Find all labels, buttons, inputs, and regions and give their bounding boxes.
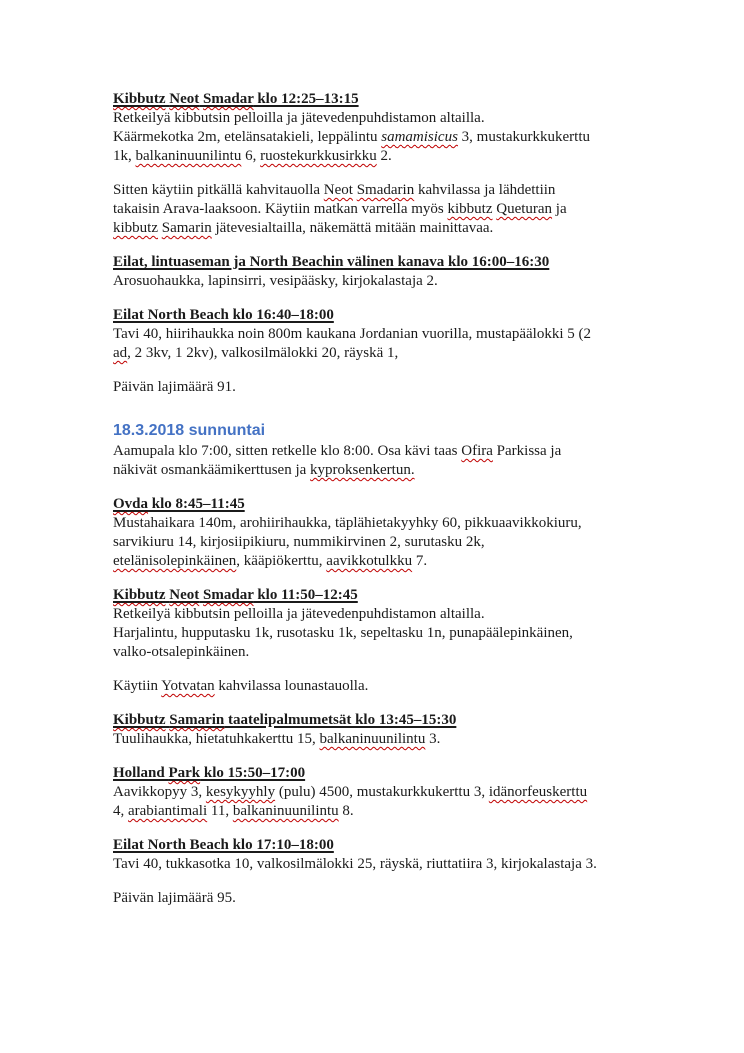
misspelled-word: Smadar [203, 587, 254, 603]
paragraph [113, 855, 744, 874]
paragraph [113, 730, 744, 749]
misspelled-word: ruostekurkkusirkku [260, 148, 377, 164]
text-run: klo 8:45–11:45 [148, 496, 245, 512]
misspelled-word: Ofira [461, 443, 493, 459]
section-heading [113, 306, 744, 325]
date-heading [113, 420, 744, 442]
misspelled-word: Neot [169, 587, 200, 603]
text-run: Arosuohaukka, lapinsirri, vesipääsky, kirjokalastaja 2. [113, 273, 438, 289]
text-run: 4, [113, 803, 128, 819]
blank-line [113, 238, 744, 253]
misspelled-word: kibbutz [113, 220, 158, 236]
text-run: klo 12:25–13:15 [253, 91, 359, 107]
section-heading [113, 836, 744, 855]
paragraph [113, 378, 744, 397]
misspelled-word: Samarin [169, 712, 225, 728]
misspelled-word: Yotvatan [161, 678, 215, 694]
text-run: Tavi 40, tukkasotka 10, valkosilmälokki 25, räyskä, riuttatiira 3, kirjokalastaja 3. [113, 856, 597, 872]
text-run: Harjalintu, hupputasku 1k, rusotasku 1k, sepeltasku 1n, punapäälepinkäinen, [113, 625, 573, 641]
text-run: 8. [338, 803, 354, 819]
blank-line [113, 363, 744, 378]
misspelled-word: Kibbutz [113, 712, 166, 728]
misspelled-word: kesykyyhly [205, 784, 276, 800]
paragraph [113, 272, 744, 291]
text-run: klo 11:50–12:45 [253, 587, 358, 603]
misspelled-word: Samarin [161, 220, 212, 236]
misspelled-word: balkaninuunilintu [135, 148, 242, 164]
misspelled-word: arabiantimali [128, 803, 208, 819]
blank-line [113, 397, 744, 412]
blank-line [113, 696, 744, 711]
text-run: 2. [376, 148, 392, 164]
misspelled-word: Queturan [496, 201, 553, 217]
misspelled-word: ad [113, 345, 128, 361]
misspelled-word: Kibbutz [113, 587, 166, 603]
misspelled-word: Smadar [203, 91, 254, 107]
misspelled-word: kyproksenkertun. [310, 462, 415, 478]
text-run: , 2 3kv, 1 2kv), valkosilmälokki 20, räyskä 1, [127, 345, 399, 361]
text-run: 6, [241, 148, 261, 164]
text-run: taatelipalmumetsät klo 13:45–15:30 [224, 712, 457, 728]
text-run: Käytiin [113, 678, 162, 694]
text-run: 18.3.2018 sunnuntai [113, 422, 266, 439]
misspelled-word: Neot [169, 91, 200, 107]
text-run: kahvilassa ja lähdettiin [414, 182, 556, 198]
paragraph [113, 605, 744, 662]
text-run: Eilat North Beach klo 16:40–18:00 [113, 307, 334, 323]
blank-line [113, 749, 744, 764]
text-run: (pulu) 4500, mustakurkkukerttu 3, [275, 784, 489, 800]
section-heading [113, 253, 744, 272]
text-run: Päivän lajimäärä 91. [113, 379, 236, 395]
text-run: ja [552, 201, 567, 217]
paragraph [113, 677, 744, 696]
text-run: klo 15:50–17:00 [200, 765, 306, 781]
text-run: Eilat, lintuaseman ja North Beachin välinen kanava klo 16:00–16:30 [113, 254, 550, 270]
text-run: Tuulihaukka, hietatuhkakerttu 15, [113, 731, 320, 747]
text-run: Aavikkopyy 3, [113, 784, 206, 800]
text-run: , kääpiökerttu, [236, 553, 327, 569]
paragraph [113, 109, 744, 166]
text-run: Aamupala klo 7:00, sitten retkelle klo 8:00. Osa kävi taas [113, 443, 462, 459]
misspelled-word: balkaninuunilintu [232, 803, 339, 819]
blank-line [113, 291, 744, 306]
text-run: Käärmekotka 2m, etelänsatakieli, leppälintu [113, 129, 382, 145]
text-run: 7. [412, 553, 428, 569]
blank-line [113, 662, 744, 677]
text-run: Mustahaikara 140m, arohiirihaukka, täplähietakyyhky 60, pikkuaavikkokiuru, [113, 515, 582, 531]
text-run: jätevesialtailla, näkemättä mitään mainittavaa. [211, 220, 494, 236]
misspelled-word: kibbutz [447, 201, 493, 217]
misspelled-word: etelänisolepinkäinen [113, 553, 237, 569]
text-run: Tavi 40, hiirihaukka noin 800m kaukana Jordanian vuorilla, mustapäälokki 5 (2 [113, 326, 592, 342]
misspelled-word: samamisicus [381, 129, 458, 145]
paragraph [113, 889, 744, 908]
misspelled-word: Kibbutz [113, 91, 166, 107]
section-heading [113, 764, 744, 783]
text-run: 3. [425, 731, 441, 747]
text-run: Sitten käytiin pitkällä kahvitauolla [113, 182, 324, 198]
section-heading [113, 495, 744, 514]
text-run: Retkeilyä kibbutsin pelloilla ja jätevedenpuhdistamon altailla. [113, 110, 485, 126]
misspelled-word: Ovda [113, 496, 149, 512]
misspelled-word: idänorfeuskerttu [488, 784, 588, 800]
text-run: Eilat North Beach klo 17:10–18:00 [113, 837, 334, 853]
text-run: Parkissa ja [492, 443, 562, 459]
misspelled-word: balkaninuunilintu [319, 731, 426, 747]
text-run: 1k, [113, 148, 136, 164]
misspelled-word: Neot [323, 182, 353, 198]
paragraph [113, 514, 744, 571]
blank-line [113, 571, 744, 586]
text-run: Päivän lajimäärä 95. [113, 890, 236, 906]
text-run: 11, [207, 803, 233, 819]
blank-line [113, 874, 744, 889]
blank-line [113, 821, 744, 836]
misspelled-word: aavikkotulkku [326, 553, 413, 569]
paragraph [113, 783, 744, 821]
text-run: Holland [113, 765, 169, 781]
blank-line [113, 480, 744, 495]
blank-line [113, 166, 744, 181]
section-heading [113, 586, 744, 605]
misspelled-word: Park [168, 765, 201, 781]
section-heading [113, 90, 744, 109]
text-run: sarvikiuru 14, kirjosiipikiuru, nummikirvinen 2, surutasku 2k, [113, 534, 485, 550]
paragraph [113, 325, 744, 363]
text-run: 3, mustakurkkukerttu [457, 129, 590, 145]
paragraph [113, 442, 744, 480]
text-run: kahvilassa lounastauolla. [214, 678, 369, 694]
paragraph [113, 181, 744, 238]
text-run: takaisin Arava-laaksoon. Käytiin matkan varrella myös [113, 201, 448, 217]
text-run: valko-otsalepinkäinen. [113, 644, 250, 660]
section-heading [113, 711, 744, 730]
misspelled-word: Smadarin [356, 182, 415, 198]
text-run: näkivät osmankäämikerttusen ja [113, 462, 311, 478]
text-run: Retkeilyä kibbutsin pelloilla ja jätevedenpuhdistamon altailla. [113, 606, 485, 622]
